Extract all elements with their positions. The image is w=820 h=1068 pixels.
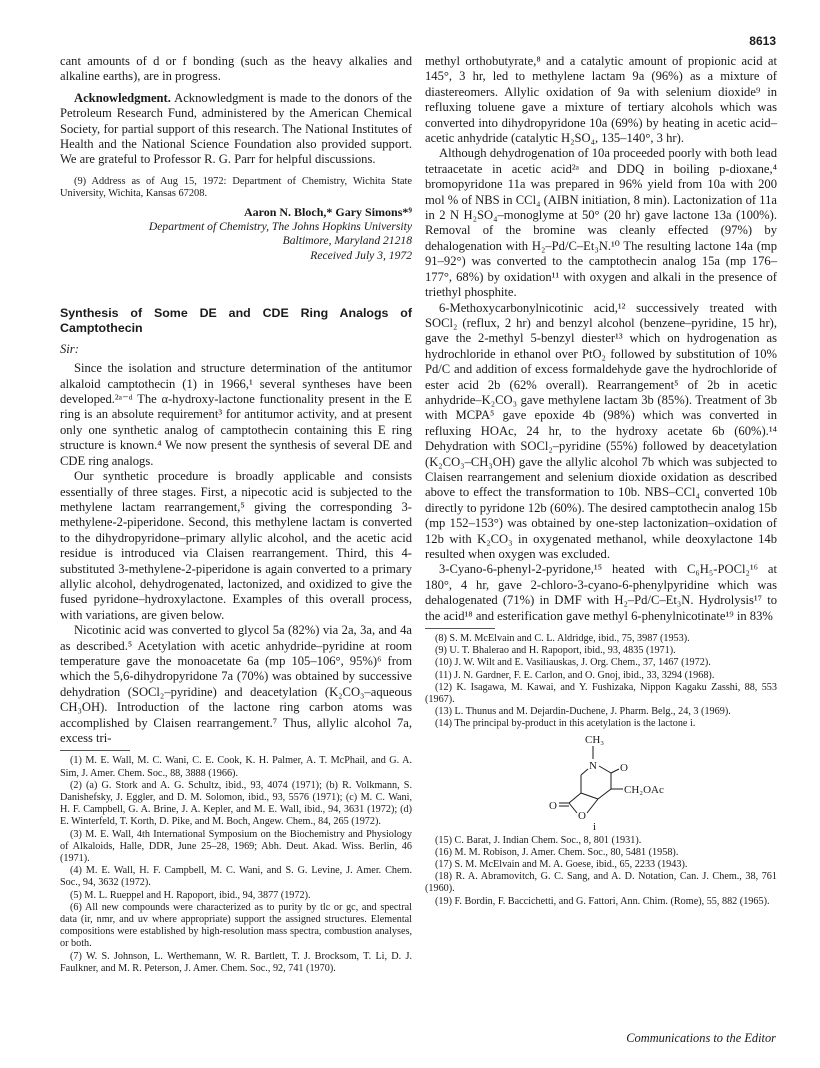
- bond: [599, 766, 611, 773]
- footnote-rule: [60, 750, 130, 751]
- references-right-continued: [425, 835, 777, 908]
- label-o-ring: O: [578, 809, 586, 822]
- paragraph: Although dehydrogenation of 10a proceeded poorly with both lead tetraacetate in acetic acid²ᵃ and DDQ in boiling p-dioxane,⁴ bromopyridone 11a was prepared in 96% yield from 10a with 200 mol % of NBS in CCl₄ (AIBN initiation, 8 min). Lactonization of 11a in 2 N H₂SO₄–monoglyme at 50° (20 hr) gave lactone 13a (100%). Removal of the bromine was cleanly effected (97%) by dehalogenation with H₂–Pd/C–Et₃N.¹⁰ The resulting lactone 14a (mp 91–92°) was converted to the camptothecin analog 15a (mp 176–177°, 68%) by oxidation¹¹ with oxygen and alkali in the presence of triethyl phosphite.: [425, 146, 777, 300]
- reference: (6) All new compounds were characterized as to purity by tlc or gc, and spectral data (ir, nmr, and uv where appropriate) support the assigned structures. Elemental compositions were established by high-resolution mass spectra, combustion analyses, or both.: [60, 901, 412, 950]
- reference: (9) U. T. Bhalerao and H. Rapoport, ibid., 93, 4835 (1971).: [435, 645, 676, 657]
- references-right: [425, 633, 777, 731]
- reference: (4) M. E. Wall, H. F. Campbell, M. C. Wani, and S. G. Levine, J. Amer. Chem. Soc., 94, 3632 (1972).: [60, 865, 412, 889]
- label-o-top: O: [620, 761, 628, 774]
- footnote-rule: [425, 628, 495, 629]
- bond: [581, 769, 588, 775]
- address-note: (9) Address as of Aug 15, 1972: Department of Chemistry, Wichita State University, Wichita, Kansas 67208.: [60, 175, 412, 200]
- reference: (18) R. A. Abramovitch, G. C. Sang, and A. D. Notation, Can. J. Chem., 38, 761 (1960).: [425, 871, 777, 895]
- label-o-left: O: [549, 799, 557, 812]
- label-ch3: CH₃: [585, 733, 605, 746]
- reference: (15) C. Barat, J. Indian Chem. Soc., 8, 801 (1931).: [435, 834, 642, 846]
- lactone-structure-i: [501, 733, 701, 831]
- bond: [598, 789, 611, 799]
- right-column: [425, 54, 777, 908]
- references-left: [60, 755, 412, 975]
- reference: (17) S. M. McElvain and M. A. Goese, ibid., 65, 2233 (1943).: [435, 859, 688, 871]
- reference: (13) L. Thunus and M. Dejardin-Duchene, J. Pharm. Belg., 24, 3 (1969).: [435, 706, 731, 718]
- paragraph: 3-Cyano-6-phenyl-2-pyridone,¹⁵ heated with C₆H₅-POCl₂¹⁶ at 180°, 4 hr, gave 2-chloro-3-cyano-6-phenylpyridine which was dehalogenated (71%) in DMF with H₂–Pd/C–Et₃N. Hydrolysis¹⁷ to the acid¹⁸ and esterification gave methyl 6-phenylnicotinate¹⁹ in 83%: [425, 562, 777, 623]
- bond: [569, 803, 577, 813]
- journal-footer: Communications to the Editor: [626, 1031, 776, 1045]
- article-title: Synthesis of Some DE and CDE Ring Analogs of Camptothecin: [60, 305, 412, 335]
- paragraph: 6-Methoxycarbonylnicotinic acid,¹² successively treated with SOCl₂ (reflux, 2 hr) and benzyl alcohol (benzene–pyridine, 15 hr), gave the 2-methyl 5-benzyl diester¹³ which on hydrogenation as hydrochloride in ethanol over PtO₂ followed by substitution of 10% Pd/C and addition of excess formaldehyde gave the hydrochloride of ester acid 2b (62% overall). Rearrangement⁵ of 2b in acetic anhydride–K₂CO₃ gave methylene lactam 3b (85%). Treatment of 3b with MCPA⁵ gave epoxide 4b (98%) which was converted in refluxing HOAc, 24 hr, to the hydroxy acetate 6b (60%).¹⁴ Dehydration with SOCl₂–pyridine (55%) followed by deacetylation (K₂CO₃–CH₃OH) gave the allylic alcohol 7b which was subjected to Claisen rearrangement and selenium dioxide oxidation as described above to effect the transformation to 10b. NBS–CCl₄ converted 10b directly to pyridone 12b (60%). The desired camptothecin analog 15b (mp 152–153°) was obtained by one-step lactonization–oxidation of 12b with K₂CO₃ in oxygenated methanol, while deoxylactone 14b resulted when oxygen was excluded.: [425, 300, 777, 561]
- reference: (8) S. M. McElvain and C. L. Aldridge, ibid., 75, 3987 (1953).: [435, 633, 690, 645]
- bond: [569, 793, 581, 803]
- reference: (5) M. L. Rueppel and H. Rapoport, ibid., 94, 3877 (1972).: [70, 889, 311, 901]
- left-column: [60, 54, 412, 975]
- paragraph: Since the isolation and structure determination of the antitumor alkaloid camptothecin (1) in 1966,¹ several syntheses have been developed.²ᵃ⁻ᵈ The α-hydroxy-lactone functionality present in the E ring is an absolute requirement³ for antitumor activity, and at present only one synthetic analog of camptothecin containing this E ring structure is known.⁴ We now present the synthesis of several DE and CDE ring analogs.: [60, 361, 412, 468]
- reference: (3) M. E. Wall, 4th International Symposium on the Biochemistry and Physiology of Alkaloids, Halle, DDR, June 25–28, 1969; Abh. Deut. Akad. Wiss. Berlin, 46 (1971).: [60, 828, 412, 865]
- reference: (7) W. S. Johnson, L. Werthemann, W. R. Bartlett, T. J. Brocksom, T. Li, D. J. Faulkner, and M. R. Peterson, J. Amer. Chem. Soc., 92, 741 (1970).: [60, 950, 412, 974]
- compound-label: i: [593, 820, 597, 831]
- acknowledgment: [60, 91, 412, 168]
- authors: Aaron N. Bloch,* Gary Simons*⁹: [243, 205, 412, 220]
- department-line-2: Baltimore, Maryland 21218: [282, 234, 412, 248]
- salutation: Sir:: [60, 341, 79, 356]
- reference: (2) (a) G. Stork and A. G. Schultz, ibid., 93, 4074 (1971); (b) R. Volkmann, S. Danishefsky, J. Eggler, and D. M. Solomon, ibid., 93, 5576 (1971); (c) M. C. Wani, H. F. Campbell, G. A. Brine, J. A. Kepler, and M. E. Wall, ibid., 94, 3631 (1972); (d) E. Winterfeld, T. Korth, D. Pike, and M. Boch, Angew. Chem., 84, 265 (1972).: [60, 779, 412, 828]
- ack-heading: Acknowledgment.: [74, 90, 171, 105]
- reference: (11) J. N. Gardner, F. E. Carlon, and O. Gnoj, ibid., 33, 3294 (1968).: [435, 669, 715, 681]
- label-n: N: [589, 759, 597, 772]
- reference: (14) The principal by-product in this acetylation is the lactone i.: [435, 718, 696, 730]
- reference: (19) F. Bordin, F. Baccichetti, and G. Fattori, Ann. Chim. (Rome), 55, 882 (1965).: [435, 895, 770, 907]
- department-line-1: Department of Chemistry, The Johns Hopkins University: [148, 220, 412, 234]
- ack-body: Acknowledgment is made to the donors of the Petroleum Research Fund, administered by the American Chemical Society, for partial support of this research. The National Institutes of Health and the National Science Foundation also provided support. We are grateful to Professor R. G. Parr for helpful discussions.: [60, 90, 412, 167]
- page-number: 8613: [749, 34, 776, 48]
- reference: (16) M. M. Robison, J. Amer. Chem. Soc., 80, 5481 (1958).: [435, 846, 679, 858]
- bond: [587, 799, 598, 813]
- paragraph: methyl orthobutyrate,⁸ and a catalytic amount of propionic acid at 145°, 3 hr, led to methylene lactam 9a (96%) as a mixture of diastereomers. Allylic oxidation of 9a with selenium dioxide⁹ in refluxing toluene gave a mixture of tertiary alcohols which was converted into dihydropyridone 10a (69%) by heating in acetic acid–acetic anhydride (catalytic H₂SO₄, 135–140°, 3 hr).: [425, 54, 777, 146]
- label-ch2oac: CH₂OAc: [624, 783, 664, 796]
- received-date: Received July 3, 1972: [310, 249, 412, 263]
- reference: (10) J. W. Wilt and E. Vasiliauskas, J. Org. Chem., 37, 1467 (1972).: [435, 657, 711, 669]
- bond: [611, 769, 619, 773]
- paragraph: Our synthetic procedure is broadly applicable and consists essentially of three stages. First, a nipecotic acid is subjected to the methylene lactam rearrangement,⁵ giving the corresponding 3-methylene-2-piperidone. Second, this methylene lactam is converted to the dihydropyridone–primary allylic alcohol, and the acetic acid residue is introduced via Claisen rearrangement. Third, this 4-substituted 3-methylene-2-piperidone is again converted to a primary allylic alcohol, dehydrogenated, lactonized, and oxidized to give the fused pyridone–hydroxylactone. Examples of this overall process, with variations, are given below.: [60, 469, 412, 622]
- intro-text: cant amounts of d or f bonding (such as the heavy alkalies and alkaline earths), are in progress.: [60, 54, 412, 84]
- bond: [581, 793, 598, 799]
- reference: (1) M. E. Wall, M. C. Wani, C. E. Cook, K. H. Palmer, A. T. McPhail, and G. A. Sim, J. Amer. Chem. Soc., 88, 3888 (1966).: [60, 755, 412, 779]
- reference: (12) K. Isagawa, M. Kawai, and Y. Fushizaka, Nippon Kagaku Zasshi, 88, 553 (1967).: [425, 681, 777, 706]
- paragraph: Nicotinic acid was converted to glycol 5a (82%) via 2a, 3a, and 4a as described.⁵ Acetylation with acetic anhydride–pyridine at room temperature gave the monoacetate 6a (mp 105–106°, 95%)⁶ from which the 5,6-dihydropyridone 7a (70%) was obtained by successive dehydration (SOCl₂–pyridine) and deacetylation (K₂CO₃–aqueous CH₃OH). Introduction of the lactone ring carbon atoms was accomplished by Claisen rearrangement.⁷ Thus, allylic alcohol 7a, excess tri-: [60, 623, 412, 745]
